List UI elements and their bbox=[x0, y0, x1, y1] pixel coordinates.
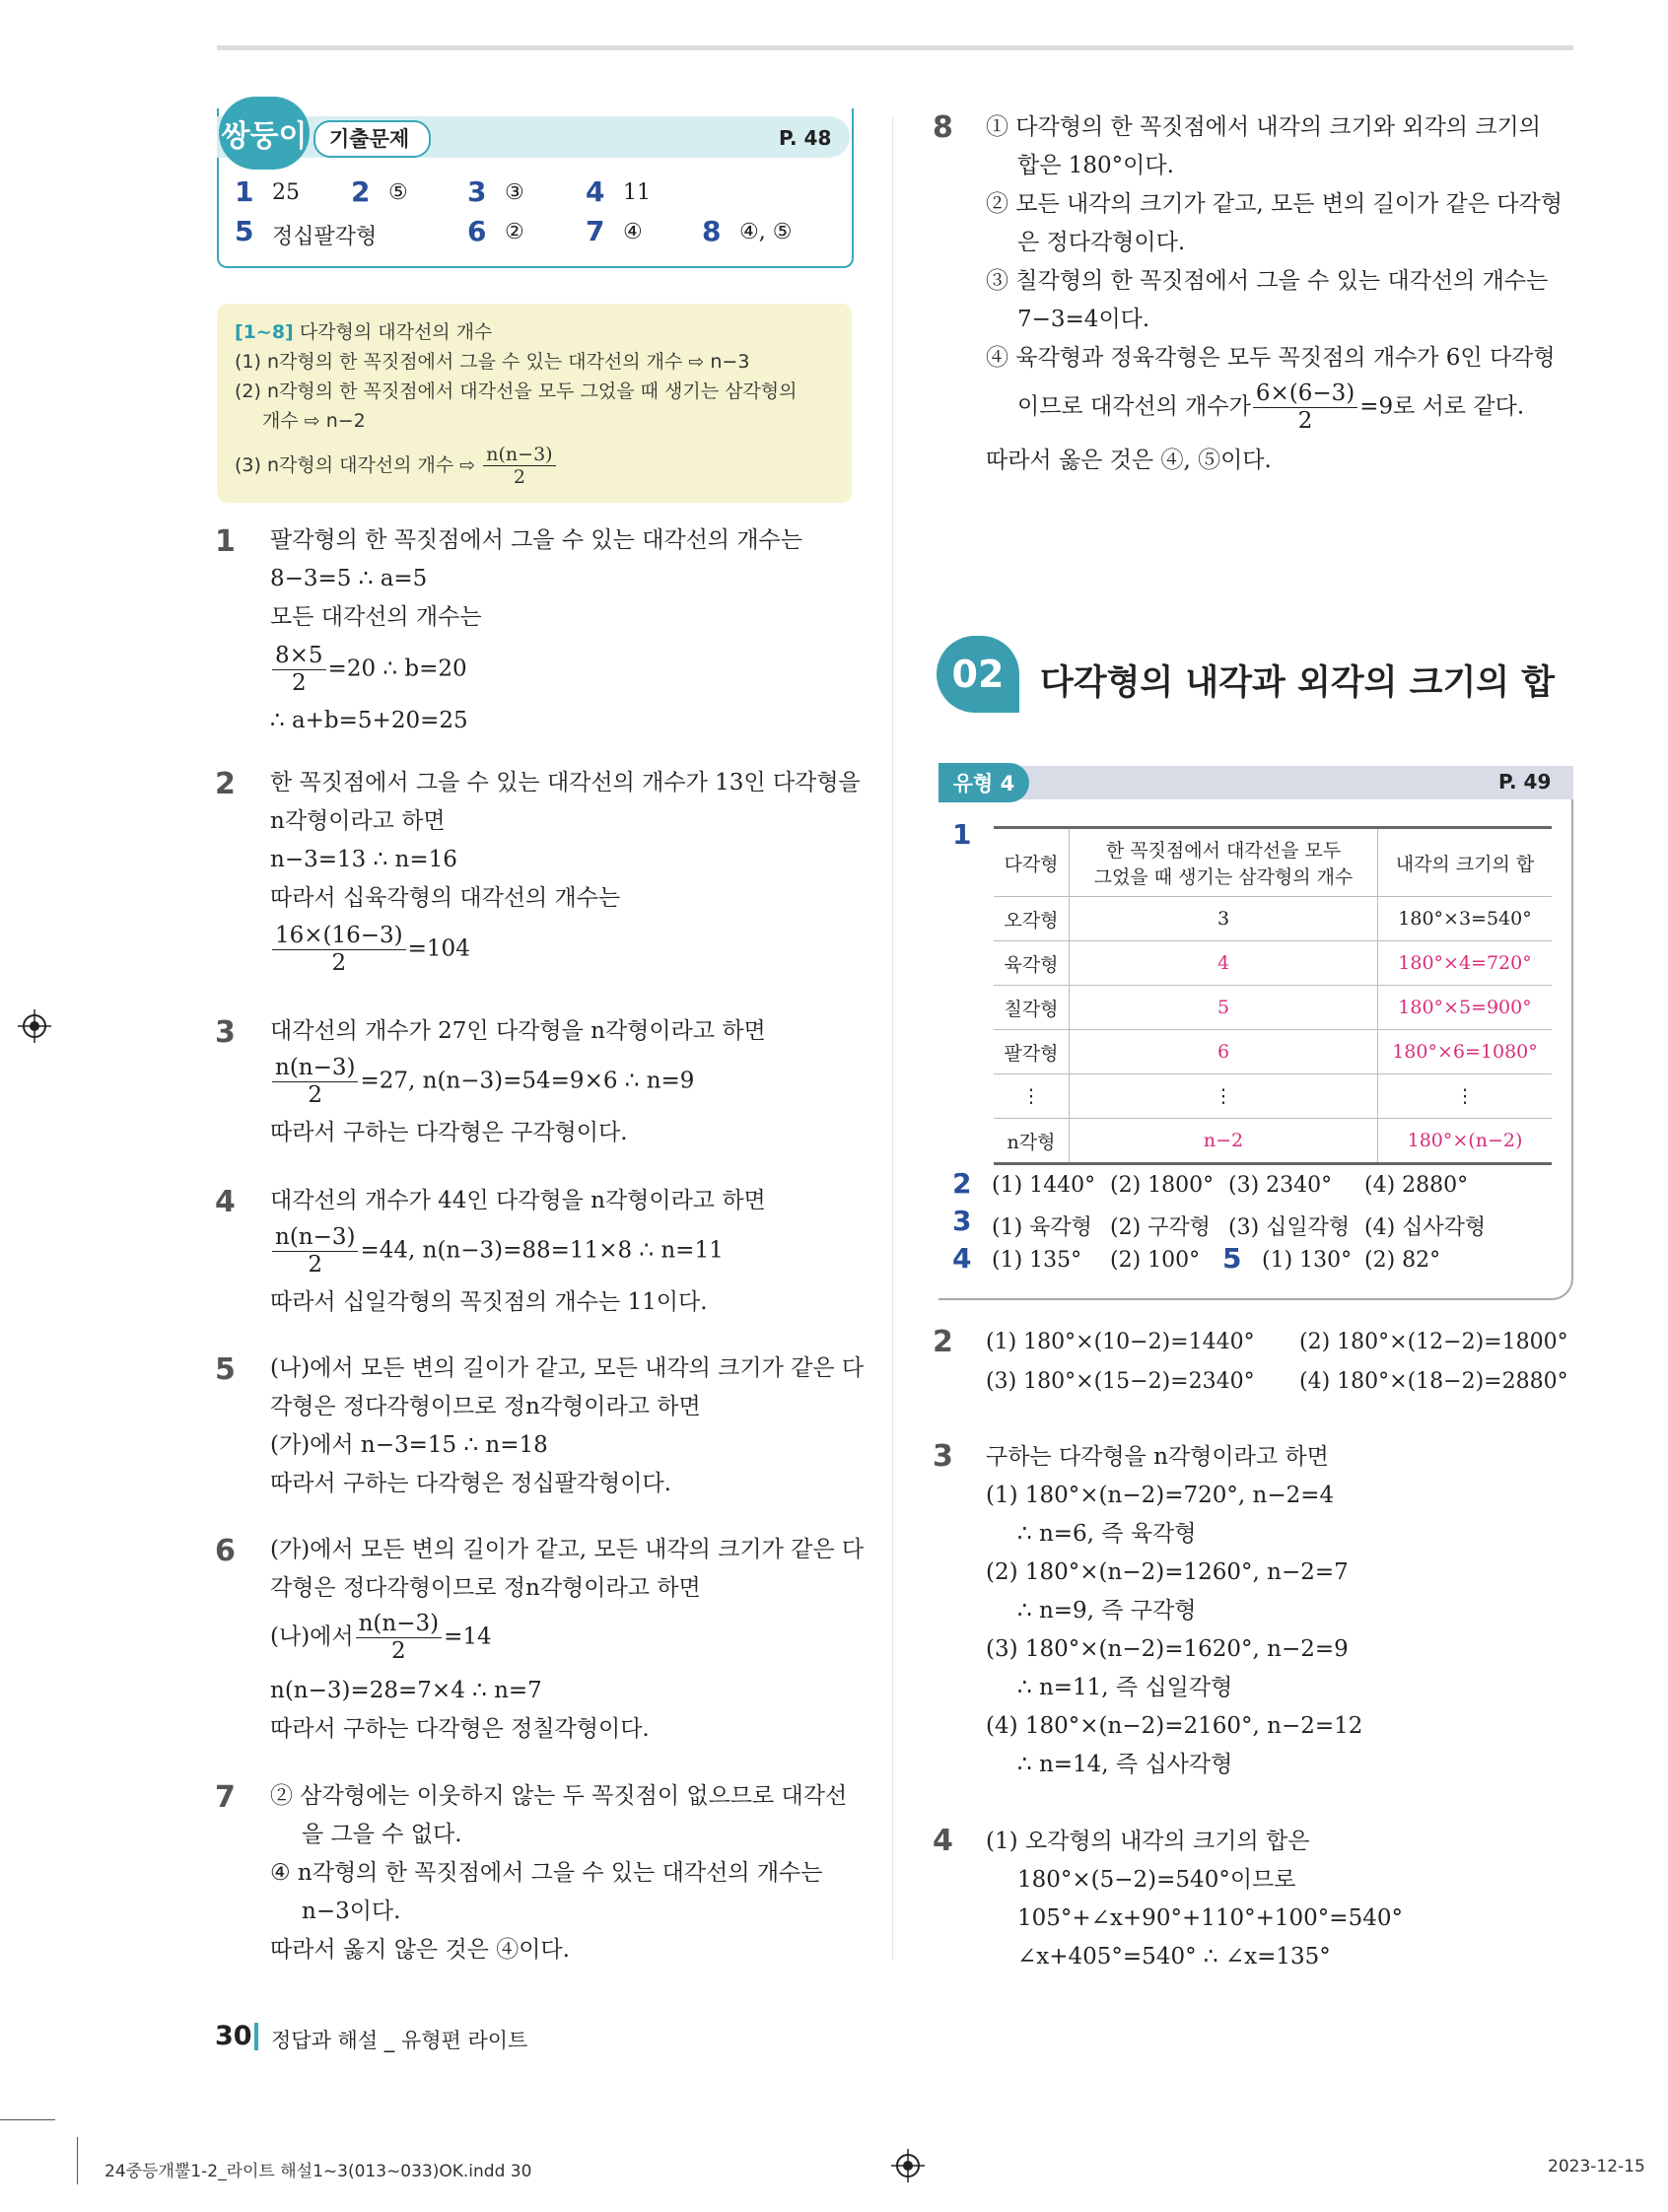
table-cell: n−2 bbox=[1070, 1119, 1378, 1164]
q4-fraction-rest: =44, n(n−3)=88=11×8 ∴ n=11 bbox=[360, 1237, 724, 1264]
q8-line-e: ③ 칠각형의 한 꼭짓점에서 그을 수 있는 대각선의 개수는 bbox=[986, 268, 1549, 294]
fraction-denominator: 2 bbox=[513, 466, 525, 488]
concept-title: 다각형의 대각선의 개수 bbox=[299, 321, 493, 343]
q4r-line-c: 105°+∠x+90°+110°+100°=540° bbox=[1017, 1905, 1403, 1931]
question-number: 3 bbox=[933, 1439, 953, 1474]
q3r-line-e: ∴ n=9, 즉 구각형 bbox=[1017, 1598, 1197, 1624]
q6-fraction-rest: =14 bbox=[444, 1624, 492, 1650]
question-number: 4 bbox=[952, 1242, 972, 1275]
q2-fraction-rest: =104 bbox=[407, 935, 470, 962]
table-cell: ⋮ bbox=[994, 1074, 1070, 1119]
crop-mark bbox=[77, 2137, 78, 2184]
q3r-line-i: ∴ n=14, 즉 십사각형 bbox=[1017, 1752, 1233, 1777]
table-row bbox=[994, 1074, 1552, 1119]
q8-line-c: ② 모든 내각의 크기가 같고, 모든 변의 길이가 같은 다각형 bbox=[986, 191, 1563, 217]
table-row bbox=[994, 897, 1552, 941]
q6-line-c: n(n−3)=28=7×4 ∴ n=7 bbox=[270, 1678, 542, 1703]
q8-line-b: 합은 180°이다. bbox=[1017, 153, 1174, 178]
answer-value: 11 bbox=[623, 180, 651, 205]
table-cell: 오각형 bbox=[994, 897, 1070, 941]
table-cell: 180°×6=1080° bbox=[1378, 1030, 1553, 1074]
top-rule bbox=[217, 45, 1573, 50]
section-label: 기출문제 bbox=[313, 120, 431, 158]
answer-num: 6 bbox=[467, 215, 487, 247]
table-cell: ⋮ bbox=[1070, 1074, 1378, 1119]
q3r-line-f: (3) 180°×(n−2)=1620°, n−2=9 bbox=[986, 1636, 1349, 1662]
result-item: (2) 구각형 bbox=[1110, 1215, 1211, 1240]
question-number: 2 bbox=[952, 1167, 972, 1200]
table-cell: 180°×(n−2) bbox=[1378, 1119, 1553, 1164]
q6-line-b: 각형은 정다각형이므로 정n각형이라고 하면 bbox=[270, 1575, 701, 1601]
answer-value: ④, ⑤ bbox=[739, 220, 793, 244]
q2-line-d: 따라서 십육각형의 대각선의 개수는 bbox=[270, 885, 621, 911]
concept-range: [1~8] bbox=[235, 321, 294, 343]
fraction-numerator: 16×(16−3) bbox=[272, 923, 406, 950]
q8-fraction-prefix: 이므로 대각선의 개수가 bbox=[1017, 393, 1251, 420]
answer-header-bar bbox=[217, 116, 850, 158]
type-header-bar bbox=[938, 766, 1573, 799]
result-item: (2) 100° bbox=[1110, 1248, 1201, 1273]
section-title: 다각형의 내각과 외각의 크기의 합 bbox=[1040, 663, 1556, 703]
q4-line-a: 대각선의 개수가 44인 다각형을 n각형이라고 하면 bbox=[270, 1188, 766, 1213]
answer-num: 2 bbox=[351, 175, 371, 208]
result-item: (3) 십일각형 bbox=[1228, 1215, 1351, 1240]
q4r-line-a: (1) 오각형의 내각의 크기의 합은 bbox=[986, 1829, 1310, 1854]
print-date: 2023-12-15 bbox=[1548, 2157, 1645, 2177]
concept-line-2a: (2) n각형의 한 꼭짓점에서 대각선을 모두 그었을 때 생기는 삼각형의 bbox=[235, 380, 798, 402]
answer-num: 3 bbox=[467, 175, 487, 208]
question-number: 3 bbox=[952, 1205, 972, 1237]
fraction-denominator: 2 bbox=[308, 1252, 323, 1278]
table-header-line: 한 꼭짓점에서 대각선을 모두 bbox=[1105, 840, 1342, 862]
concept-box bbox=[217, 304, 852, 503]
table-row bbox=[994, 941, 1552, 986]
question-number: 8 bbox=[933, 110, 953, 145]
table-header: 내각의 크기의 합 bbox=[1378, 828, 1553, 897]
concept-line-2b: 개수 ⇨ n−2 bbox=[262, 410, 366, 432]
q4r-line-d: ∠x+405°=540° ∴ ∠x=135° bbox=[1017, 1944, 1331, 1970]
question-number: 5 bbox=[1222, 1242, 1242, 1275]
q1-line-c: 모든 대각선의 개수는 bbox=[270, 604, 482, 630]
table-cell: 육각형 bbox=[994, 941, 1070, 986]
table-cell: n각형 bbox=[994, 1119, 1070, 1164]
q1-line-b: 8−3=5 ∴ a=5 bbox=[270, 566, 428, 591]
q4r-line-b: 180°×(5−2)=540°이므로 bbox=[1017, 1867, 1296, 1893]
result-item: (4) 십사각형 bbox=[1364, 1215, 1487, 1240]
footer-divider bbox=[254, 2023, 258, 2050]
q2-line-c: n−3=13 ∴ n=16 bbox=[270, 847, 457, 872]
answer-num: 7 bbox=[586, 215, 605, 247]
concept-line-3: (3) n각형의 대각선의 개수 ⇨ bbox=[235, 454, 476, 476]
answer-value: ⑤ bbox=[388, 180, 408, 205]
result-item: (1) 1440° bbox=[992, 1173, 1096, 1198]
q2r-line-b1: (3) 180°×(15−2)=2340° bbox=[986, 1369, 1255, 1394]
q1-line-a: 팔각형의 한 꼭짓점에서 그을 수 있는 대각선의 개수는 bbox=[270, 527, 802, 553]
q2r-line-a2: (2) 180°×(12−2)=1800° bbox=[1299, 1330, 1568, 1354]
q6-fraction-prefix: (나)에서 bbox=[270, 1624, 354, 1650]
q7-line-c: ④ n각형의 한 꼭짓점에서 그을 수 있는 대각선의 개수는 bbox=[270, 1860, 823, 1886]
crop-mark bbox=[0, 2119, 55, 2120]
table-cell: 4 bbox=[1070, 941, 1378, 986]
q7-line-b: 을 그을 수 없다. bbox=[302, 1822, 462, 1847]
q8-line-g: ④ 육각형과 정육각형은 모두 꼭짓점의 개수가 6인 다각형 bbox=[986, 345, 1556, 371]
fraction-denominator: 2 bbox=[308, 1082, 323, 1108]
answer-num: 5 bbox=[235, 215, 254, 247]
result-item: (1) 130° bbox=[1262, 1248, 1353, 1273]
table-header-line: 그었을 때 생기는 삼각형의 개수 bbox=[1093, 866, 1354, 888]
fraction-numerator: n(n−3) bbox=[272, 1055, 358, 1082]
answer-value: 25 bbox=[272, 180, 300, 205]
type-badge: 유형 4 bbox=[938, 763, 1029, 802]
fraction-denominator: 2 bbox=[391, 1638, 406, 1664]
table-cell: 6 bbox=[1070, 1030, 1378, 1074]
q2r-line-b2: (4) 180°×(18−2)=2880° bbox=[1299, 1369, 1568, 1394]
table-cell: 칠각형 bbox=[994, 986, 1070, 1030]
fraction-denominator: 2 bbox=[331, 950, 347, 976]
answer-value: ④ bbox=[623, 220, 643, 244]
result-item: (4) 2880° bbox=[1364, 1173, 1469, 1198]
q7-line-d: n−3이다. bbox=[302, 1899, 401, 1924]
table-cell: 180°×4=720° bbox=[1378, 941, 1553, 986]
table-cell: ⋮ bbox=[1378, 1074, 1553, 1119]
result-item: (2) 82° bbox=[1364, 1248, 1441, 1273]
table-row bbox=[994, 1030, 1552, 1074]
q2-line-a: 한 꼭짓점에서 그을 수 있는 대각선의 개수가 13인 다각형을 bbox=[270, 770, 861, 795]
table-cell: 5 bbox=[1070, 986, 1378, 1030]
q3r-line-g: ∴ n=11, 즉 십일각형 bbox=[1017, 1675, 1233, 1700]
fraction-numerator: 6×(6−3) bbox=[1253, 380, 1357, 408]
fraction-numerator: n(n−3) bbox=[272, 1224, 358, 1252]
table-row bbox=[994, 986, 1552, 1030]
answer-value: 정십팔각형 bbox=[272, 225, 378, 249]
q3-line-b: 따라서 구하는 다각형은 구각형이다. bbox=[270, 1120, 628, 1145]
q3r-line-d: (2) 180°×(n−2)=1260°, n−2=7 bbox=[986, 1559, 1349, 1585]
registration-mark-icon bbox=[891, 2149, 925, 2182]
fraction-numerator: n(n−3) bbox=[356, 1611, 442, 1638]
q6-line-a: (가)에서 모든 변의 길이가 같고, 모든 내각의 크기가 같은 다 bbox=[270, 1537, 865, 1562]
registration-mark-icon bbox=[18, 1009, 51, 1043]
type-page-ref: P. 49 bbox=[1498, 770, 1552, 794]
question-number: 2 bbox=[215, 767, 236, 801]
answer-num: 4 bbox=[586, 175, 605, 208]
question-number: 5 bbox=[215, 1352, 236, 1387]
table-row bbox=[994, 1119, 1552, 1164]
q5-line-b: 각형은 정다각형이므로 정n각형이라고 하면 bbox=[270, 1394, 701, 1419]
fraction-denominator: 2 bbox=[1297, 408, 1313, 434]
q5-line-c: (가)에서 n−3=15 ∴ n=18 bbox=[270, 1432, 548, 1458]
page-number: 30 bbox=[215, 2021, 252, 2051]
question-number: 4 bbox=[215, 1185, 236, 1219]
q8-line-d: 은 정다각형이다. bbox=[1017, 230, 1186, 255]
interior-angle-table bbox=[994, 826, 1552, 1165]
q8-line-a: ① 다각형의 한 꼭짓점에서 내각의 크기와 외각의 크기의 bbox=[986, 114, 1541, 140]
page-ref: P. 48 bbox=[779, 126, 832, 150]
table-header-row bbox=[994, 828, 1552, 897]
result-item: (2) 1800° bbox=[1110, 1173, 1215, 1198]
q4-line-b: 따라서 십일각형의 꼭짓점의 개수는 11이다. bbox=[270, 1289, 708, 1315]
q8-line-f: 7−3=4이다. bbox=[1017, 307, 1150, 332]
q3-fraction-rest: =27, n(n−3)=54=9×6 ∴ n=9 bbox=[360, 1068, 695, 1094]
q7-line-a: ② 삼각형에는 이웃하지 않는 두 꼭짓점이 없으므로 대각선 bbox=[270, 1783, 848, 1809]
answer-value: ② bbox=[505, 220, 524, 244]
q1-fraction-rest: =20 ∴ b=20 bbox=[327, 656, 467, 682]
q8-line-i: 따라서 옳은 것은 ④, ⑤이다. bbox=[986, 448, 1272, 473]
result-item: (1) 육각형 bbox=[992, 1215, 1092, 1240]
table-header: 다각형 bbox=[994, 828, 1070, 897]
footer-title: 정답과 해설 _ 유형편 라이트 bbox=[271, 2029, 528, 2052]
question-number: 2 bbox=[933, 1325, 953, 1359]
result-item: (3) 2340° bbox=[1228, 1173, 1333, 1198]
table-cell: 팔각형 bbox=[994, 1030, 1070, 1074]
column-divider bbox=[892, 116, 893, 1960]
section-number: 02 bbox=[937, 636, 1019, 713]
q6-line-d: 따라서 구하는 다각형은 정칠각형이다. bbox=[270, 1716, 650, 1742]
q3r-line-c: ∴ n=6, 즉 육각형 bbox=[1017, 1521, 1197, 1547]
q2r-line-a1: (1) 180°×(10−2)=1440° bbox=[986, 1330, 1255, 1354]
q2-line-b: n각형이라고 하면 bbox=[270, 808, 446, 834]
table-cell: 180°×5=900° bbox=[1378, 986, 1553, 1030]
file-info: 24중등개뿔1-2_라이트 해설1~3(013~033)OK.indd 30 bbox=[104, 2162, 532, 2181]
question-number: 3 bbox=[215, 1015, 236, 1050]
result-item: (1) 135° bbox=[992, 1248, 1082, 1273]
fraction-numerator: n(n−3) bbox=[483, 444, 555, 466]
q3-line-a: 대각선의 개수가 27인 다각형을 n각형이라고 하면 bbox=[270, 1018, 766, 1044]
q1-line-d: ∴ a+b=5+20=25 bbox=[270, 708, 468, 733]
concept-line-1: (1) n각형의 한 꼭짓점에서 그을 수 있는 대각선의 개수 ⇨ n−3 bbox=[235, 351, 750, 373]
fraction-numerator: 8×5 bbox=[272, 643, 326, 670]
question-number: 1 bbox=[952, 818, 972, 851]
question-number: 6 bbox=[215, 1534, 236, 1568]
question-number: 4 bbox=[933, 1824, 953, 1858]
table-header bbox=[1070, 828, 1378, 897]
q3r-line-b: (1) 180°×(n−2)=720°, n−2=4 bbox=[986, 1483, 1335, 1508]
twin-badge: 쌍둥이 bbox=[219, 97, 310, 170]
q3r-line-a: 구하는 다각형을 n각형이라고 하면 bbox=[986, 1444, 1329, 1470]
answer-value: ③ bbox=[505, 180, 524, 205]
q8-fraction-rest: =9로 서로 같다. bbox=[1359, 393, 1525, 420]
q7-line-e: 따라서 옳지 않은 것은 ④이다. bbox=[270, 1937, 570, 1963]
table-cell: 180°×3=540° bbox=[1378, 897, 1553, 941]
answer-num: 8 bbox=[702, 215, 722, 247]
answer-num: 1 bbox=[235, 175, 254, 208]
q3r-line-h: (4) 180°×(n−2)=2160°, n−2=12 bbox=[986, 1713, 1363, 1739]
q5-line-d: 따라서 구하는 다각형은 정십팔각형이다. bbox=[270, 1471, 671, 1496]
fraction-denominator: 2 bbox=[291, 670, 307, 696]
table-cell: 3 bbox=[1070, 897, 1378, 941]
question-number: 1 bbox=[215, 524, 236, 559]
q5-line-a: (나)에서 모든 변의 길이가 같고, 모든 내각의 크기가 같은 다 bbox=[270, 1355, 865, 1381]
question-number: 7 bbox=[215, 1780, 236, 1815]
